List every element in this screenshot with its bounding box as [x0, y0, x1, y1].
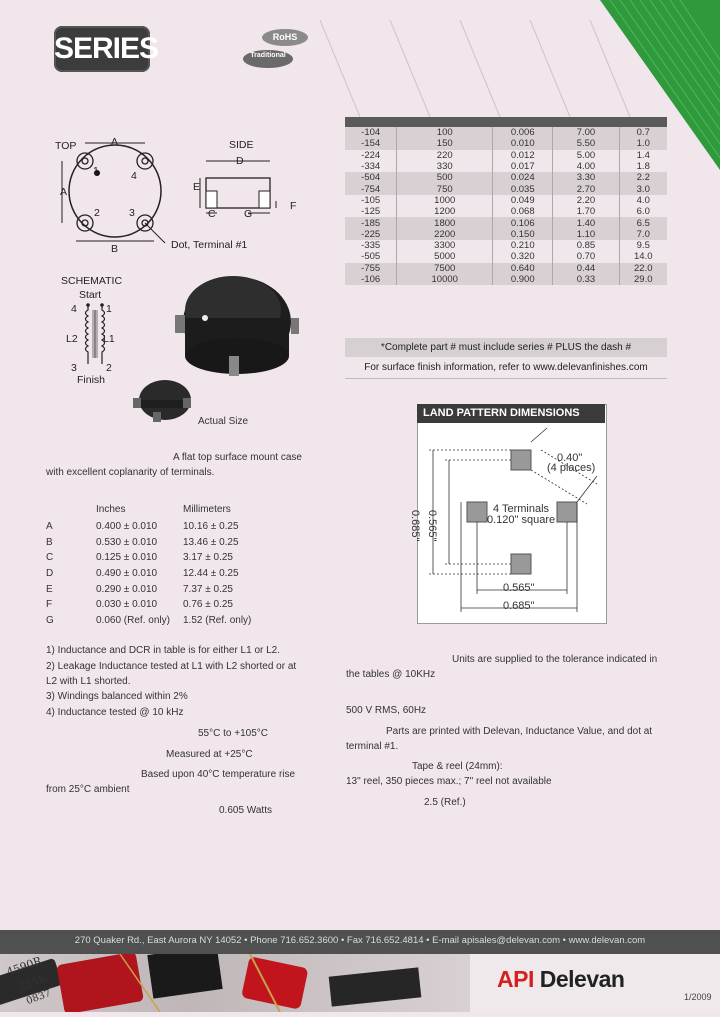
- parts-table-cell: 5.50: [553, 138, 619, 149]
- dimensions-row: [46, 581, 283, 597]
- parts-table-cell: -224: [345, 150, 397, 161]
- footer-photo-graphic: [0, 954, 470, 1012]
- note-4: 4) Inductance tested @ 10 kHz: [46, 707, 184, 718]
- revision-date: 1/2009: [684, 992, 712, 1002]
- parts-table-cell: -334: [345, 161, 397, 172]
- parts-table-cell: 0.7: [619, 127, 667, 138]
- parts-table-cell: 0.010: [493, 138, 553, 149]
- dimensions-cell: 0.060 (Ref. only): [96, 614, 170, 626]
- photo-text-3: 0837: [24, 987, 53, 1008]
- parts-table-cell: 330: [397, 161, 493, 172]
- spec-measured: Measured at +25°C: [166, 749, 253, 760]
- parts-table-cell: 0.33: [553, 274, 619, 285]
- parts-table-cell: -504: [345, 172, 397, 183]
- dim-c-label: C: [208, 208, 216, 220]
- dim-f-label: F: [290, 200, 297, 212]
- parts-table-cell: 3300: [397, 240, 493, 251]
- parts-table-cell: 1800: [397, 217, 493, 228]
- schematic-pin-2: 2: [106, 362, 112, 374]
- side-label: SIDE: [229, 139, 254, 151]
- spec-reel: 13" reel, 350 pieces max.; 7" reel not available: [346, 776, 552, 787]
- dims-header-mm: Millimeters: [183, 504, 231, 515]
- lp-dim-0685-horizontal: 0.685": [503, 600, 535, 612]
- parts-table-row: [345, 251, 667, 262]
- dim-b-label: B: [111, 243, 119, 255]
- spec-rise-b: from 25°C ambient: [46, 784, 130, 795]
- dimensions-cell: 3.17 ± 0.25: [183, 552, 233, 564]
- parts-table-cell: 750: [397, 183, 493, 194]
- dimensions-cell: C: [46, 552, 54, 564]
- rohs-logo: RoHS: [262, 29, 308, 46]
- lp-dim-040: 0.40": [557, 452, 583, 464]
- dimensions-cell: 0.530 ± 0.010: [96, 536, 158, 548]
- parts-table-cell: 0.900: [493, 274, 553, 285]
- parts-table-row: [345, 206, 667, 217]
- parts-table-cell: 0.068: [493, 206, 553, 217]
- parts-table-cell: 0.006: [493, 127, 553, 138]
- parts-table-cell: 2.2: [619, 172, 667, 183]
- parts-table-cell: 5000: [397, 251, 493, 262]
- schematic-pin-4: 4: [71, 303, 77, 315]
- spec-rise-a: Based upon 40°C temperature rise: [141, 769, 296, 780]
- parts-table-cell: 0.210: [493, 240, 553, 251]
- logo-delevan: Delevan: [539, 966, 625, 992]
- dimensions-row: [46, 550, 283, 566]
- schematic-pin-1: 1: [106, 303, 112, 315]
- parts-table-cell: 0.640: [493, 263, 553, 274]
- parts-table-cell: 5.00: [553, 150, 619, 161]
- parts-table-cell: -225: [345, 229, 397, 240]
- dot-terminal-label: Dot, Terminal #1: [171, 239, 248, 251]
- parts-table-cell: -106: [345, 274, 397, 285]
- parts-table-cell: 0.150: [493, 229, 553, 240]
- parts-table-cell: 1.8: [619, 161, 667, 172]
- parts-table-cell: 2.20: [553, 195, 619, 206]
- terminal-4-label: 4: [131, 170, 137, 182]
- dimensions-cell: 0.290 ± 0.010: [96, 583, 158, 595]
- dimensions-cell: F: [46, 599, 53, 611]
- note-3: 3) Windings balanced within 2%: [46, 691, 188, 702]
- dimensions-cell: 10.16 ± 0.25: [183, 521, 239, 533]
- dimensions-row: [46, 519, 283, 535]
- parts-table-cell: 220: [397, 150, 493, 161]
- parts-table-cell: 14.0: [619, 251, 667, 262]
- dimensions-cell: D: [46, 568, 54, 580]
- dims-header-inches: Inches: [96, 504, 126, 515]
- product-photo: [125, 260, 305, 440]
- parts-table-row: [345, 150, 667, 161]
- note-2a: 2) Leakage Inductance tested at L1 with L2 shorted or at: [46, 661, 297, 672]
- spec-power: 0.605 Watts: [219, 805, 272, 816]
- dimensions-cell: 13.46 ± 0.25: [183, 536, 239, 548]
- note-surface-finish: For surface finish information, refer to www.delevanfinishes.com: [345, 357, 667, 379]
- terminal-3-label: 3: [129, 207, 135, 219]
- parts-table-cell: 0.024: [493, 172, 553, 183]
- parts-table-cell: 4.00: [553, 161, 619, 172]
- dimensions-cell: 0.400 ± 0.010: [96, 521, 158, 533]
- parts-table-cell: 1.40: [553, 217, 619, 228]
- parts-table-cell: 150: [397, 138, 493, 149]
- dimensions-table: [46, 519, 283, 628]
- dimensions-row: [46, 535, 283, 551]
- lp-terminals: 4 Terminals: [493, 503, 550, 515]
- parts-table-cell: -125: [345, 206, 397, 217]
- parts-table-row: [345, 263, 667, 274]
- parts-table-cell: 6.5: [619, 217, 667, 228]
- dim-g-label: G: [244, 208, 253, 220]
- lp-dim-0565-vertical: 0.565": [426, 510, 438, 542]
- parts-table-cell: 1000: [397, 195, 493, 206]
- description-line-1: A flat top surface mount case: [173, 452, 302, 463]
- parts-table-cell: -154: [345, 138, 397, 149]
- parts-table-row: [345, 127, 667, 138]
- parts-table-cell: -505: [345, 251, 397, 262]
- parts-table-cell: -104: [345, 127, 397, 138]
- parts-table-cell: 0.035: [493, 183, 553, 194]
- dimensions-cell: A: [46, 521, 53, 533]
- lp-dim-0565-horizontal: 0.565": [503, 582, 535, 594]
- parts-table-cell: -105: [345, 195, 397, 206]
- parts-table-cell: 0.85: [553, 240, 619, 251]
- schematic-pin-3: 3: [71, 362, 77, 374]
- parts-table-row: [345, 274, 667, 285]
- parts-table-cell: -755: [345, 263, 397, 274]
- dimensions-row: [46, 566, 283, 582]
- parts-table-cell: 10000: [397, 274, 493, 285]
- parts-table-cell: 7500: [397, 263, 493, 274]
- spec-marking-a: Parts are printed with Delevan, Inductance Value, and dot at: [386, 726, 653, 737]
- dim-a-label: A: [111, 136, 119, 148]
- schematic-l1: L1: [103, 333, 115, 345]
- parts-table-row: [345, 138, 667, 149]
- api-delevan-logo: [497, 966, 624, 993]
- dimensions-cell: 7.37 ± 0.25: [183, 583, 233, 595]
- note-2b: L2 with L1 shorted.: [46, 676, 131, 687]
- parts-table-cell: -185: [345, 217, 397, 228]
- spec-marking-b: terminal #1.: [346, 741, 399, 752]
- logo-api: API: [497, 966, 534, 992]
- footer-components-photo: [0, 954, 470, 1012]
- lp-square: 0.120" square: [487, 514, 556, 526]
- parts-table-cell: 6.0: [619, 206, 667, 217]
- note-complete-part: *Complete part # must include series # PLUS the dash #: [345, 338, 667, 358]
- parts-table-cell: 3.0: [619, 183, 667, 194]
- parts-table-cell: 1.0: [619, 138, 667, 149]
- dim-a-side-label: A: [60, 186, 68, 198]
- parts-table: [345, 127, 667, 285]
- parts-table-cell: 1200: [397, 206, 493, 217]
- dimensions-cell: E: [46, 583, 53, 595]
- photo-text-2: 225K: [16, 971, 49, 994]
- parts-table-cell: -335: [345, 240, 397, 251]
- lp-dim-0685-vertical: 0.685": [409, 510, 421, 542]
- table-header-diagonals: [320, 20, 680, 120]
- description-line-2: with excellent coplanarity of terminals.: [46, 467, 215, 478]
- spec-voltage: 500 V RMS, 60Hz: [346, 705, 427, 716]
- parts-table-row: [345, 161, 667, 172]
- parts-table-cell: 0.049: [493, 195, 553, 206]
- parts-table-cell: 22.0: [619, 263, 667, 274]
- parts-table-cell: 1.4: [619, 150, 667, 161]
- parts-table-cell: 1.10: [553, 229, 619, 240]
- parts-table-row: [345, 195, 667, 206]
- spec-weight: 2.5 (Ref.): [424, 797, 466, 808]
- parts-table-row: [345, 229, 667, 240]
- spec-operating-temp: 55°C to +105°C: [198, 728, 268, 739]
- land-pattern-title: LAND PATTERN DIMENSIONS: [417, 404, 605, 423]
- parts-table-cell: 2.70: [553, 183, 619, 194]
- parts-table-header: [345, 117, 667, 127]
- actual-size-label: Actual Size: [198, 416, 249, 427]
- schematic-start: Start: [79, 289, 102, 301]
- note-1: 1) Inductance and DCR in table is for either L1 or L2.: [46, 645, 281, 656]
- dimensions-cell: B: [46, 536, 53, 548]
- parts-table-cell: -754: [345, 183, 397, 194]
- footer-address: 270 Quaker Rd., East Aurora NY 14052 • Phone 716.652.3600 • Fax 716.652.4814 • E-mail apisales@delevan.com • www.delevan.com: [74, 935, 646, 946]
- dimensions-cell: 12.44 ± 0.25: [183, 568, 239, 580]
- spec-tolerance-b: the tables @ 10KHz: [346, 669, 436, 680]
- parts-table-cell: 0.44: [553, 263, 619, 274]
- dim-d-label: D: [236, 155, 244, 167]
- dimensions-row: [46, 613, 283, 629]
- parts-table-cell: 3.30: [553, 172, 619, 183]
- schematic-title: SCHEMATIC: [61, 275, 123, 287]
- schematic-coil-graphic: [80, 302, 110, 372]
- traditional-logo: Traditional: [243, 50, 293, 68]
- series-badge: SERIES: [54, 26, 150, 72]
- parts-table-cell: 29.0: [619, 274, 667, 285]
- parts-table-cell: 0.017: [493, 161, 553, 172]
- parts-table-cell: 0.106: [493, 217, 553, 228]
- dimensions-cell: 0.030 ± 0.010: [96, 599, 158, 611]
- terminal-2-label: 2: [94, 207, 100, 219]
- terminal-1-label: 1: [93, 165, 99, 177]
- parts-table-row: [345, 217, 667, 228]
- parts-table-row: [345, 240, 667, 251]
- dimensions-row: [46, 597, 283, 613]
- dimensions-cell: 0.76 ± 0.25: [183, 599, 233, 611]
- parts-table-row: [345, 172, 667, 183]
- parts-table-cell: 9.5: [619, 240, 667, 251]
- spec-tape: Tape & reel (24mm):: [412, 761, 503, 772]
- spec-tolerance-a: Units are supplied to the tolerance indicated in: [452, 654, 658, 665]
- schematic-finish: Finish: [77, 374, 106, 386]
- photo-text-1: 4590R: [4, 954, 44, 979]
- parts-table-cell: 7.00: [553, 127, 619, 138]
- parts-table-cell: 0.320: [493, 251, 553, 262]
- top-label: TOP: [55, 140, 77, 152]
- dimensions-cell: G: [46, 614, 54, 626]
- parts-table-cell: 100: [397, 127, 493, 138]
- parts-table-cell: 4.0: [619, 195, 667, 206]
- lp-four-places: (4 places): [547, 462, 596, 474]
- parts-table-cell: 0.70: [553, 251, 619, 262]
- parts-table-row: [345, 183, 667, 194]
- parts-table-cell: 1.70: [553, 206, 619, 217]
- parts-table-cell: 7.0: [619, 229, 667, 240]
- parts-table-cell: 2200: [397, 229, 493, 240]
- dim-e-label: E: [193, 181, 201, 193]
- parts-table-cell: 500: [397, 172, 493, 183]
- dimensions-cell: 1.52 (Ref. only): [183, 614, 252, 626]
- dimensions-cell: 0.490 ± 0.010: [96, 568, 158, 580]
- parts-table-cell: 0.012: [493, 150, 553, 161]
- schematic-l2: L2: [66, 333, 78, 345]
- dimensions-cell: 0.125 ± 0.010: [96, 552, 158, 564]
